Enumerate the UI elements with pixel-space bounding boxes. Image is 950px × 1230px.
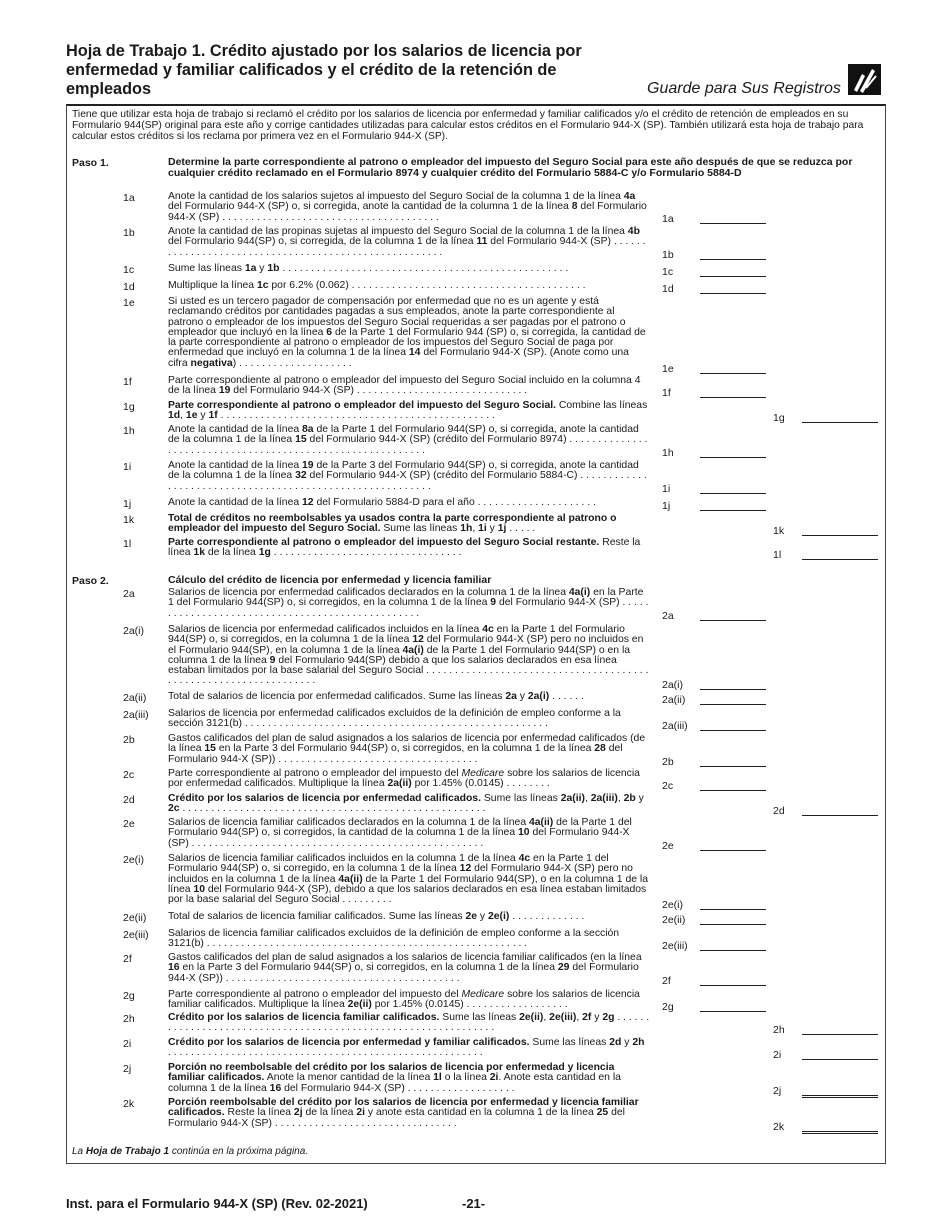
line-ref-2a: 2a bbox=[662, 610, 674, 622]
line-text-1f: Parte correspondiente al patrono o empleador del impuesto del Seguro Social incluido en la columna 4 de la línea 19 del Formulario 944-X (SP) . . . . . . . . . . . . . . . . . . . . . . . . . . . . . . bbox=[168, 375, 641, 397]
step2-description: Cálculo del crédito de licencia por enfermedad y licencia familiar bbox=[168, 574, 492, 586]
line-ref-2i: 2i bbox=[773, 1049, 782, 1061]
amount-field-1e[interactable] bbox=[700, 373, 766, 374]
amount-field-2eii[interactable] bbox=[700, 924, 766, 925]
line-number-1i: 1i bbox=[123, 461, 132, 473]
line-ref-2e: 2e bbox=[662, 840, 674, 852]
worksheet-title: Hoja de Trabajo 1. Crédito ajustado por los salarios de licencia por enfermedad y familiar calificados y el crédito de la retención de empleados bbox=[66, 42, 582, 98]
line-ref-2k: 2k bbox=[773, 1121, 785, 1133]
line-number-2c: 2c bbox=[123, 769, 135, 781]
line-text-2i: Crédito por los salarios de licencia por enfermedad y familiar calificados. Sume las líneas 2d y 2h . . . . . . . . . . . . . . . . . . . . . . . . . . . . . . . . . . . . . . . . . . . . . . . . . . . . . . . bbox=[168, 1037, 645, 1059]
line-ref-2ei: 2e(i) bbox=[662, 899, 684, 911]
line-number-1h: 1h bbox=[123, 425, 135, 437]
amount-field-2aii[interactable] bbox=[700, 704, 766, 705]
line-number-1g: 1g bbox=[123, 401, 135, 413]
amount-field-1h[interactable] bbox=[700, 457, 766, 458]
amount-field-1a[interactable] bbox=[700, 223, 766, 224]
amount-field-2j[interactable] bbox=[802, 1095, 878, 1098]
amount-field-1i[interactable] bbox=[700, 493, 766, 494]
line-text-2e: Salarios de licencia familiar calificados declarados en la columna 1 de la línea 4a(ii) de la Parte 1 del Formulario 944(SP) o, si corregidos, la cantidad de la columna 1 de la línea 10 del Formulario 944-X (SP) . . . . . . . . . . . . . . . . . . . . . . . . . . . . . . . . . . . . . . . . . . . . . . . . . . . bbox=[168, 817, 632, 849]
line-text-2aiii: Salarios de licencia por enfermedad calificados excluidos de la definición de empleo conforme a la sección 3121(b) . . . . . . . . . . . . . . . . . . . . . . . . . . . . . . . . . . . . . . . . . . . . . . . . . . . . . bbox=[168, 708, 621, 730]
line-ref-1d: 1d bbox=[662, 283, 674, 295]
line-text-1k: Total de créditos no reembolsables ya usados contra la parte correspondiente al patrono o empleador del impuesto del Seguro Social. Sume las líneas 1h, 1i y 1j . . . . . bbox=[168, 513, 617, 535]
line-number-1b: 1b bbox=[123, 227, 135, 239]
line-ref-2aii: 2a(ii) bbox=[662, 694, 686, 706]
pen-check-icon bbox=[848, 64, 881, 95]
line-number-2j: 2j bbox=[123, 1063, 132, 1075]
footer-form-id: Inst. para el Formulario 944-X (SP) (Rev. 02-2021) bbox=[66, 1196, 368, 1211]
line-number-2aiii: 2a(iii) bbox=[123, 709, 149, 721]
amount-field-2eiii[interactable] bbox=[700, 950, 766, 951]
amount-field-2g[interactable] bbox=[700, 1011, 766, 1012]
line-ref-1c: 1c bbox=[662, 266, 674, 278]
line-number-2eiii: 2e(iii) bbox=[123, 929, 149, 941]
line-text-2eiii: Salarios de licencia familiar calificados excluidos de la definición de empleo conforme a la sección 3121(b) . . . . . . . . . . . . . . . . . . . . . . . . . . . . . . . . . . . . . . . . . . . . . . . . . . . . . . . . bbox=[168, 928, 620, 950]
line-text-2ai: Salarios de licencia por enfermedad calificados incluidos en la línea 4c en la Parte 1 del Formulario 944(SP) o, si corregidos, en la columna 1 de la línea 12 del Formulario 944-X (SP) pero no incluidos en el Formulario 944(SP), en la columna 1 de la línea 4a(i) de la Parte 1 del Formulario 944(SP) o en la columna 1 de la línea 9 del Formulario 944(SP) debido a que los salarios declarados en esa línea estaban limitados por la base salarial del Seguro Social . . . . . . . . . . . . . . . . . . . . . . . . . . . . . . . . . . . . . . . . . . . . . . . . . . . . . . . . . . . . . . . . . bbox=[168, 624, 649, 687]
line-text-1b: Anote la cantidad de las propinas sujetas al impuesto del Seguro Social de la columna 1 de la línea 4b del Formulario 944(SP) o, si corregida, de la columna 1 de la línea 11 del Formulario 944-X (SP) . . . . . . . . . . . . . . . . . . . . . . . . . . . . . . . . . . . . . . . . . . . . . . . . . . . . . . bbox=[168, 226, 646, 258]
line-number-1f: 1f bbox=[123, 376, 132, 388]
line-text-2ei: Salarios de licencia familiar calificados incluidos en la columna 1 de la línea 4c en la Parte 1 del Formulario 944(SP) o, si corregido, en la columna 1 de la línea 12 del Formulario 944-X (SP) pero no incluidos en la columna 1 de la línea 4a(ii) de la Parte 1 del Formulario 944(SP), o en la columna 1 de la línea 10 del Formulario 944-X (SP), debido a que los salarios declarados en esa línea estaban limitados por la base salarial del Seguro Social . . . . . . . . . bbox=[168, 853, 648, 906]
amount-field-2c[interactable] bbox=[700, 790, 766, 791]
line-ref-1b: 1b bbox=[662, 249, 674, 261]
line-ref-2b: 2b bbox=[662, 756, 674, 768]
footer-page-number: -21- bbox=[462, 1196, 486, 1211]
line-text-2d: Crédito por los salarios de licencia por enfermedad calificados. Sume las líneas 2a(ii), 2a(iii), 2b y 2c . . . . . . . . . . . . . . . . . . . . . . . . . . . . . . . . . . . . . . . . . . . . . . . . . . . . . bbox=[168, 793, 644, 815]
line-number-1k: 1k bbox=[123, 514, 135, 526]
line-number-2aii: 2a(ii) bbox=[123, 692, 147, 704]
step2-label: Paso 2. bbox=[72, 575, 109, 587]
line-ref-1i: 1i bbox=[662, 483, 671, 495]
line-text-2g: Parte correspondiente al patrono o empleador del impuesto del Medicare sobre los salarios de licencia familiar calificados. Multiplique la línea 2e(ii) por 1.45% (0.0145) . . . . . . . . . . . . . . . . . . bbox=[168, 989, 640, 1011]
line-text-1j: Anote la cantidad de la línea 12 del Formulario 5884-D para el año . . . . . . . . . . . . . . . . . . . . . bbox=[168, 497, 596, 508]
line-text-2j: Porción no reembolsable del crédito por los salarios de licencia por enfermedad y licencia familiar calificados. Anote la menor cantidad de la línea 1l o la línea 2i. Anote esta cantidad en la columna 1 de la línea 16 del Formulario 944-X (SP) . . . . . . . . . . . . . . . . . . . bbox=[168, 1062, 621, 1094]
line-ref-2aiii: 2a(iii) bbox=[662, 720, 688, 732]
line-text-1l: Parte correspondiente al patrono o empleador del impuesto del Seguro Social restante. Reste la línea 1k de la línea 1g . . . . . . . . . . . . . . . . . . . . . . . . . . . . . . . . . bbox=[168, 537, 641, 559]
line-number-2a: 2a bbox=[123, 588, 135, 600]
line-ref-1l: 1l bbox=[773, 549, 782, 561]
amount-field-2k[interactable] bbox=[802, 1131, 878, 1134]
line-number-2i: 2i bbox=[123, 1038, 132, 1050]
amount-field-1c[interactable] bbox=[700, 276, 766, 277]
intro-paragraph: Tiene que utilizar esta hoja de trabajo si reclamó el crédito por los salarios de licencia por enfermedad y familiar calificados y/o el crédito de retención de empleados en su Formulario 944(SP) original para este año y corrige cantidades utilizadas para calcular estos créditos en el Formulario 944-X (SP). También utilizará esta hoja de trabajo para calcular estos créditos si los reclama por primera vez en el Formulario 944-X (SP). bbox=[72, 109, 864, 142]
line-text-1g: Parte correspondiente al patrono o empleador del impuesto del Seguro Social. Combine las líneas 1d, 1e y 1f . . . . . . . . . . . . . . . . . . . . . . . . . . . . . . . . . . . . . . . . . . . . . . . . bbox=[168, 400, 648, 422]
line-text-1a: Anote la cantidad de los salarios sujetos al impuesto del Seguro Social de la columna 1 de la línea 4a del Formulario 944-X (SP) o, si corregida, anote la cantidad de la columna 1 de la línea 8 del Formulario 944-X (SP) . . . . . . . . . . . . . . . . . . . . . . . . . . . . . . . . . . . . . . bbox=[168, 191, 647, 223]
amount-field-2b[interactable] bbox=[700, 766, 766, 767]
line-number-2e: 2e bbox=[123, 818, 135, 830]
amount-field-2d[interactable] bbox=[802, 815, 878, 816]
line-text-2a: Salarios de licencia por enfermedad calificados declarados en la columna 1 de la línea 4a(i) en la Parte 1 del Formulario 944(SP) o, si corregidos, en la columna 1 de la línea 9 del Formulario 944-X (SP) . . . . . . . . . . . . . . . . . . . . . . . . . . . . . . . . . . . . . . . . . . . . . . . . . bbox=[168, 587, 649, 619]
line-text-2c: Parte correspondiente al patrono o empleador del impuesto del Medicare sobre los salarios de licencia por enfermedad calificados. Multiplique la línea 2a(ii) por 1.45% (0.0145) . . . . . . . . bbox=[168, 768, 640, 790]
line-number-1l: 1l bbox=[123, 538, 132, 550]
line-text-1e: Si usted es un tercero pagador de compensación por enfermedad que no es un agente y está reclamando créditos por cantidades pagadas a sus empleados, anote la parte correspondiente al patrono o empleador de los impuestos del Seguro Social requeridas a ser pagadas por el patrono o empleador que incluyó en la línea 6 de la Parte 1 del Formulario 944 (SP) o, si corregida, la cantidad de la parte correspondiente al patrono o empleador de los impuestos del Seguro Social de paga por enfermedad que incluyó en la columna 1 de la línea 14 del Formulario 944-X (SP). (Anote como una cifra negativa) . . . . . . . . . . . . . . . . . . . . bbox=[168, 296, 646, 369]
line-ref-1k: 1k bbox=[773, 525, 785, 537]
line-ref-2f: 2f bbox=[662, 975, 671, 987]
line-ref-2d: 2d bbox=[773, 805, 785, 817]
line-number-2d: 2d bbox=[123, 794, 135, 806]
step1-label: Paso 1. bbox=[72, 157, 109, 169]
line-ref-1a: 1a bbox=[662, 213, 674, 225]
line-ref-1g: 1g bbox=[773, 412, 785, 424]
amount-field-2f[interactable] bbox=[700, 985, 766, 986]
line-number-2f: 2f bbox=[123, 953, 132, 965]
amount-field-1k[interactable] bbox=[802, 535, 878, 536]
line-text-1h: Anote la cantidad de la línea 8a de la Parte 1 del Formulario 944(SP) o, si corregida, anote la cantidad de la columna 1 de la línea 15 del Formulario 944-X (SP) (crédito del Formulario 8974) . . . . . . . . . . . . . . . . . . . . . . . . . . . . . . . . . . . . . . . . . . . . . . . . . . . . . . . . . . . bbox=[168, 424, 648, 456]
line-number-1a: 1a bbox=[123, 192, 135, 204]
amount-field-2i[interactable] bbox=[802, 1059, 878, 1060]
line-text-2k: Porción reembolsable del crédito por los salarios de licencia por enfermedad y licencia familiar calificados. Reste la línea 2j de la línea 2i y anote esta cantidad en la columna 1 de la línea 25 del Formulario 944-X (SP) . . . . . . . . . . . . . . . . . . . . . . . . . . . . . . . . bbox=[168, 1097, 639, 1129]
save-for-records-label: Guarde para Sus Registros bbox=[647, 80, 841, 97]
amount-field-2ai[interactable] bbox=[700, 689, 766, 690]
line-ref-2eiii: 2e(iii) bbox=[662, 940, 688, 952]
line-number-2k: 2k bbox=[123, 1098, 135, 1110]
line-text-1c: Sume las líneas 1a y 1b . . . . . . . . . . . . . . . . . . . . . . . . . . . . . . . . . . . . . . . . . . . . . . . . . . bbox=[168, 263, 569, 274]
line-number-1c: 1c bbox=[123, 264, 135, 276]
line-ref-2eii: 2e(ii) bbox=[662, 914, 686, 926]
step1-description: Determine la parte correspondiente al patrono o empleador del impuesto del Seguro Social para este año después de que se reduzca por cualquier crédito reclamado en el Formulario 8974 y cualquier crédito del Formulario 5884-C y/o Formulario 5884-D bbox=[168, 156, 853, 179]
line-ref-1h: 1h bbox=[662, 447, 674, 459]
line-number-1e: 1e bbox=[123, 297, 135, 309]
line-ref-1j: 1j bbox=[662, 500, 671, 512]
line-number-2eii: 2e(ii) bbox=[123, 912, 147, 924]
line-number-2ai: 2a(i) bbox=[123, 625, 145, 637]
line-number-1d: 1d bbox=[123, 281, 135, 293]
line-text-2aii: Total de salarios de licencia por enfermedad calificados. Sume las líneas 2a y 2a(i) . . . . . . bbox=[168, 691, 584, 702]
line-number-2b: 2b bbox=[123, 734, 135, 746]
amount-field-2ei[interactable] bbox=[700, 909, 766, 910]
amount-field-2aiii[interactable] bbox=[700, 730, 766, 731]
line-ref-1f: 1f bbox=[662, 387, 671, 399]
line-number-1j: 1j bbox=[123, 498, 132, 510]
amount-field-2h[interactable] bbox=[802, 1034, 878, 1035]
line-ref-2ai: 2a(i) bbox=[662, 679, 684, 691]
line-ref-2h: 2h bbox=[773, 1024, 785, 1036]
line-text-2f: Gastos calificados del plan de salud asignados a los salarios de licencia familiar calificados (en la línea 16 en la Parte 3 del Formulario 944(SP) o, si corregidos, en la columna 1 de la línea 29 del Formulario 944-X (SP)) . . . . . . . . . . . . . . . . . . . . . . . . . . . . . . . . . . . . . . . . . bbox=[168, 952, 642, 984]
line-ref-2j: 2j bbox=[773, 1085, 782, 1097]
line-number-2g: 2g bbox=[123, 990, 135, 1002]
amount-field-2a[interactable] bbox=[700, 620, 766, 621]
line-text-2h: Crédito por los salarios de licencia familiar calificados. Sume las líneas 2e(ii), 2e(iii), 2f y 2g . . . . . . . . . . . . . . . . . . . . . . . . . . . . . . . . . . . . . . . . . . . . . . . . . . . . . . . . . . . . . . . bbox=[168, 1012, 650, 1034]
amount-field-1l[interactable] bbox=[802, 559, 878, 560]
line-ref-2c: 2c bbox=[662, 780, 674, 792]
line-text-2b: Gastos calificados del plan de salud asignados a los salarios de licencia por enfermedad calificados (de la línea 15 en la Parte 3 del Formulario 944(SP) o, si corregidos, en la columna 1 de la línea 28 del Formulario 944-X (SP)) . . . . . . . . . . . . . . . . . . . . . . . . . . . . . . . . . . . bbox=[168, 733, 646, 765]
amount-field-1f[interactable] bbox=[700, 397, 766, 398]
amount-field-1j[interactable] bbox=[700, 510, 766, 511]
amount-field-2e[interactable] bbox=[700, 850, 766, 851]
line-text-2eii: Total de salarios de licencia familiar calificados. Sume las líneas 2e y 2e(i) . . . . . . . . . . . . . bbox=[168, 911, 585, 922]
amount-field-1g[interactable] bbox=[802, 422, 878, 423]
line-ref-1e: 1e bbox=[662, 363, 674, 375]
continued-note: La Hoja de Trabajo 1 continúa en la próxima página. bbox=[72, 1146, 309, 1157]
amount-field-1d[interactable] bbox=[700, 293, 766, 294]
line-number-2ei: 2e(i) bbox=[123, 854, 145, 866]
line-text-1i: Anote la cantidad de la línea 19 de la Parte 3 del Formulario 944(SP) o, si corregida, anote la cantidad de la columna 1 de la línea 32 del Formulario 944-X (SP) (crédito del Formulario 5884-C) . . . . . . . . . . . . . . . . . . . . . . . . . . . . . . . . . . . . . . . . . . . . . . . . . . . . . . . . . . bbox=[168, 460, 647, 492]
line-ref-2g: 2g bbox=[662, 1001, 674, 1013]
amount-field-1b[interactable] bbox=[700, 259, 766, 260]
line-number-2h: 2h bbox=[123, 1013, 135, 1025]
line-text-1d: Multiplique la línea 1c por 6.2% (0.062) . . . . . . . . . . . . . . . . . . . . . . . . . . . . . . . . . . . . . . . . . bbox=[168, 280, 586, 291]
